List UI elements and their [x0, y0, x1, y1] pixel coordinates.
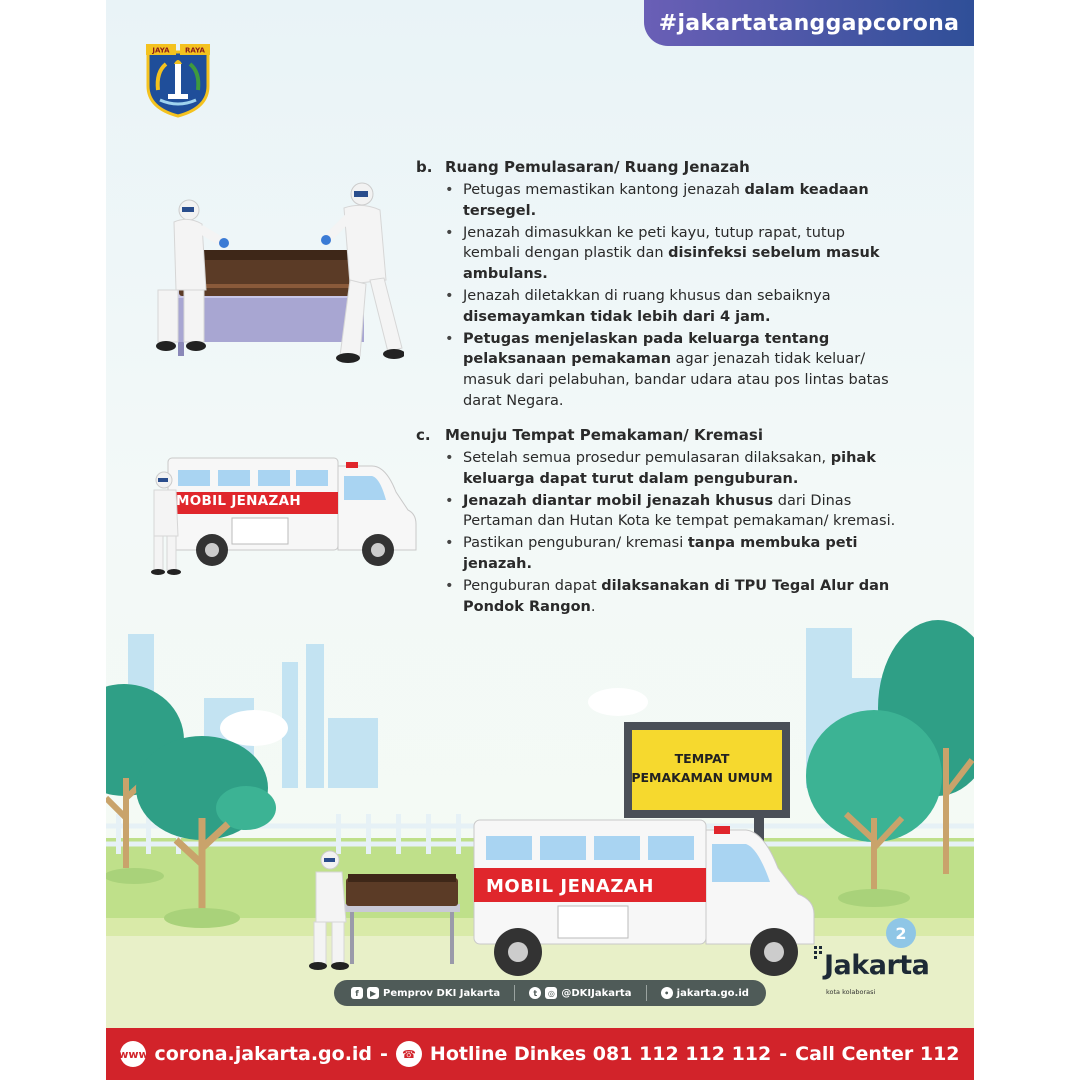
section-b-heading: [416, 156, 896, 178]
bullet-text: dari Dinas Pertaman dan Hutan Kota ke tempat pemakaman/ kremasi.: [463, 492, 896, 530]
social-twitter-instagram-label: @DKIJakarta: [561, 987, 632, 999]
footer-call-center: Call Center 112: [795, 1043, 960, 1065]
bullet-bold-text: disemayamkan tidak lebih dari 4 jam.: [463, 308, 771, 325]
instagram-icon: ◎: [545, 987, 557, 999]
bullet-item: [445, 576, 896, 618]
sign-line-2: PEMAKAMAN UMUM: [631, 770, 773, 785]
section-c-heading: [416, 424, 896, 446]
bullet-text: .: [590, 598, 596, 615]
bullet-item: [445, 533, 896, 575]
bullet-text: Penguburan dapat: [463, 577, 602, 594]
web-icon: www: [120, 1041, 146, 1067]
twitter-icon: t: [529, 987, 541, 999]
sign-line-1: TEMPAT: [674, 751, 730, 766]
jakarta-logo-word: Jakarta: [824, 950, 930, 981]
social-facebook-youtube-label: Pemprov DKI Jakarta: [383, 987, 501, 999]
infographic-poster: [106, 0, 974, 1080]
section-b-letter: b.: [416, 158, 433, 176]
dki-jakarta-emblem: [144, 42, 212, 118]
section-c-bullets: [416, 448, 896, 617]
ambulance-small-label: MOBIL JENAZAH: [176, 493, 301, 509]
bullet-text: Jenazah dimasukkan ke peti kayu, tutup rapat, tutup kembali dengan plastik dan: [463, 224, 846, 262]
youtube-icon: ▶: [367, 987, 379, 999]
bullet-bold-text: tanpa membuka peti jenazah.: [463, 535, 858, 572]
bullet-bold-text: Jenazah diantar mobil jenazah khusus: [463, 492, 774, 509]
social-website-label: jakarta.go.id: [676, 987, 749, 999]
section-c-title: Menuju Tempat Pemakaman/ Kremasi: [445, 426, 763, 444]
footer-separator: -: [380, 1043, 388, 1065]
bullet-text: Petugas memastikan kantong jenazah: [463, 182, 745, 198]
bullet-bold-text: pihak keluarga dapat turut dalam penguburan.: [463, 450, 876, 487]
bullet-text: agar jenazah tidak keluar/ masuk dari pelabuhan, bandar udara atau pos lintas batas darat Negara.: [463, 351, 889, 409]
section-c: [416, 424, 896, 618]
bullet-item: [445, 329, 896, 412]
facebook-icon: f: [351, 987, 363, 999]
bullet-bold-text: dalam keadaan tersegel.: [463, 182, 869, 219]
emblem-text-jaya: JAYA: [152, 46, 170, 55]
page-number-badge: 2: [886, 918, 916, 948]
social-divider: [646, 985, 647, 1001]
bullet-text: Pastikan penguburan/ kremasi: [463, 535, 688, 552]
globe-icon: •: [661, 987, 673, 999]
bullet-bold-text: dilaksanakan di TPU Tegal Alur dan Pondok Rangon: [463, 577, 890, 615]
bullet-item: [445, 286, 896, 328]
emblem-text-raya: RAYA: [185, 46, 205, 55]
footer-separator: -: [779, 1043, 788, 1065]
social-twitter-instagram[interactable]: [529, 987, 631, 999]
section-c-letter: c.: [416, 426, 431, 444]
bullet-item: [445, 448, 896, 490]
footer-hotline: Hotline Dinkes 081 112 112 112: [429, 1043, 772, 1065]
social-facebook-youtube[interactable]: [351, 987, 500, 999]
bullet-text: Jenazah diletakkan di ruang khusus dan sebaiknya: [463, 287, 831, 304]
footer-contact-bar: [106, 1028, 974, 1080]
cemetery-sign-text: [627, 749, 777, 787]
jakarta-logo-tagline: kota kolaborasi: [826, 988, 876, 996]
section-b-title: Ruang Pemulasaran/ Ruang Jenazah: [445, 158, 750, 176]
section-b-bullets: [416, 180, 896, 412]
social-media-bar: [334, 980, 766, 1006]
small-ambulance-illustration: [146, 452, 426, 582]
hashtag-banner: #jakartatanggapcorona: [644, 0, 974, 46]
workers-carrying-coffin-illustration: [144, 180, 404, 370]
social-divider: [514, 985, 515, 1001]
ambulance-big-label: MOBIL JENAZAH: [486, 876, 654, 897]
bullet-item: [445, 491, 896, 533]
section-b: [416, 156, 896, 413]
bullet-item: [445, 223, 896, 285]
bullet-bold-text: disinfeksi sebelum masuk ambulans.: [463, 245, 880, 283]
bullet-bold-text: Petugas menjelaskan pada keluarga tentang pelaksanaan pemakaman: [463, 330, 830, 368]
social-website[interactable]: [661, 987, 749, 999]
bullet-text: Setelah semua prosedur pemulasaran dilaksakan,: [463, 450, 831, 466]
bullet-item: [445, 180, 896, 222]
footer-website[interactable]: corona.jakarta.go.id: [154, 1043, 373, 1065]
phone-icon: ☎: [396, 1041, 422, 1067]
